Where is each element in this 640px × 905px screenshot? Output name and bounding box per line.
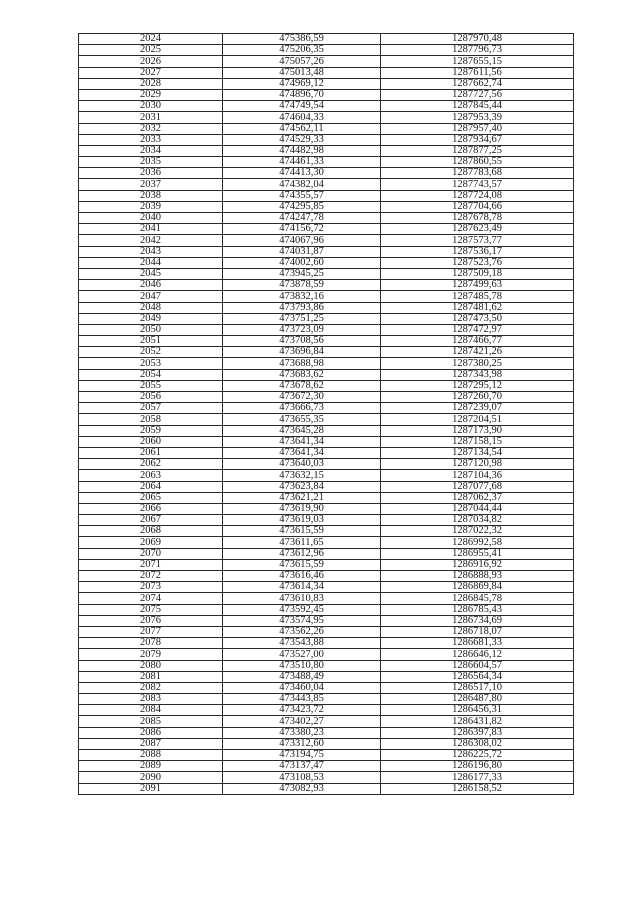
- x-coordinate-cell: 473688,98: [223, 358, 381, 369]
- y-coordinate-cell: 1287466,77: [381, 336, 574, 347]
- x-coordinate-cell: 474749,54: [223, 101, 381, 112]
- point-number-cell: 2086: [79, 727, 223, 738]
- x-coordinate-cell: 474461,33: [223, 157, 381, 168]
- point-number-cell: 2070: [79, 548, 223, 559]
- point-number-cell: 2048: [79, 302, 223, 313]
- x-coordinate-cell: 473612,96: [223, 548, 381, 559]
- x-coordinate-cell: 473562,26: [223, 626, 381, 637]
- x-coordinate-cell: 474896,70: [223, 89, 381, 100]
- point-number-cell: 2064: [79, 481, 223, 492]
- table-row: [79, 235, 574, 246]
- table-row: [79, 280, 574, 291]
- table-row: [79, 392, 574, 403]
- table-row: [79, 582, 574, 593]
- y-coordinate-cell: 1287743,57: [381, 179, 574, 190]
- table-row: [79, 380, 574, 391]
- y-coordinate-cell: 1287509,18: [381, 268, 574, 279]
- y-coordinate-cell: 1287727,56: [381, 89, 574, 100]
- table-row: [79, 459, 574, 470]
- table-row: [79, 772, 574, 783]
- table-row: [79, 134, 574, 145]
- point-number-cell: 2089: [79, 761, 223, 772]
- x-coordinate-cell: 473312,60: [223, 738, 381, 749]
- x-coordinate-cell: 474247,78: [223, 213, 381, 224]
- x-coordinate-cell: 475206,35: [223, 45, 381, 56]
- y-coordinate-cell: 1287044,44: [381, 503, 574, 514]
- point-number-cell: 2051: [79, 336, 223, 347]
- point-number-cell: 2069: [79, 537, 223, 548]
- x-coordinate-cell: 473878,59: [223, 280, 381, 291]
- point-number-cell: 2063: [79, 470, 223, 481]
- y-coordinate-cell: 1287655,15: [381, 56, 574, 67]
- table-row: [79, 492, 574, 503]
- x-coordinate-cell: 473615,59: [223, 526, 381, 537]
- coordinates-table: [78, 33, 574, 795]
- table-row: [79, 604, 574, 615]
- x-coordinate-cell: 473402,27: [223, 716, 381, 727]
- table-row: [79, 548, 574, 559]
- x-coordinate-cell: 473610,83: [223, 593, 381, 604]
- y-coordinate-cell: 1287796,73: [381, 45, 574, 56]
- table-row: [79, 313, 574, 324]
- table-row: [79, 414, 574, 425]
- table-row: [79, 559, 574, 570]
- y-coordinate-cell: 1287860,55: [381, 157, 574, 168]
- y-coordinate-cell: 1286604,57: [381, 660, 574, 671]
- x-coordinate-cell: 473645,28: [223, 425, 381, 436]
- point-number-cell: 2026: [79, 56, 223, 67]
- table-row: [79, 224, 574, 235]
- point-number-cell: 2056: [79, 392, 223, 403]
- y-coordinate-cell: 1287573,77: [381, 235, 574, 246]
- x-coordinate-cell: 475013,48: [223, 67, 381, 78]
- y-coordinate-cell: 1287485,78: [381, 291, 574, 302]
- table-row: [79, 481, 574, 492]
- table-row: [79, 201, 574, 212]
- table-row: [79, 268, 574, 279]
- point-number-cell: 2030: [79, 101, 223, 112]
- point-number-cell: 2025: [79, 45, 223, 56]
- y-coordinate-cell: 1286431,82: [381, 716, 574, 727]
- x-coordinate-cell: 473108,53: [223, 772, 381, 783]
- x-coordinate-cell: 474482,98: [223, 145, 381, 156]
- point-number-cell: 2043: [79, 246, 223, 257]
- table-row: [79, 571, 574, 582]
- x-coordinate-cell: 473723,09: [223, 324, 381, 335]
- y-coordinate-cell: 1286158,52: [381, 783, 574, 794]
- table-row: [79, 168, 574, 179]
- table-row: [79, 45, 574, 56]
- table-row: [79, 246, 574, 257]
- y-coordinate-cell: 1287158,15: [381, 436, 574, 447]
- x-coordinate-cell: 473641,34: [223, 447, 381, 458]
- point-number-cell: 2077: [79, 626, 223, 637]
- point-number-cell: 2057: [79, 403, 223, 414]
- x-coordinate-cell: 473543,88: [223, 638, 381, 649]
- x-coordinate-cell: 473460,04: [223, 682, 381, 693]
- y-coordinate-cell: 1286734,69: [381, 615, 574, 626]
- x-coordinate-cell: 473488,49: [223, 671, 381, 682]
- point-number-cell: 2074: [79, 593, 223, 604]
- point-number-cell: 2036: [79, 168, 223, 179]
- point-number-cell: 2081: [79, 671, 223, 682]
- point-number-cell: 2049: [79, 313, 223, 324]
- table-row: [79, 716, 574, 727]
- table-row: [79, 291, 574, 302]
- y-coordinate-cell: 1287877,25: [381, 145, 574, 156]
- table-row: [79, 503, 574, 514]
- table-row: [79, 660, 574, 671]
- table-row: [79, 649, 574, 660]
- table-row: [79, 470, 574, 481]
- point-number-cell: 2037: [79, 179, 223, 190]
- point-number-cell: 2082: [79, 682, 223, 693]
- point-number-cell: 2035: [79, 157, 223, 168]
- point-number-cell: 2071: [79, 559, 223, 570]
- y-coordinate-cell: 1287704,66: [381, 201, 574, 212]
- y-coordinate-cell: 1287536,17: [381, 246, 574, 257]
- y-coordinate-cell: 1287173,90: [381, 425, 574, 436]
- y-coordinate-cell: 1287120,98: [381, 459, 574, 470]
- y-coordinate-cell: 1287022,32: [381, 526, 574, 537]
- x-coordinate-cell: 473082,93: [223, 783, 381, 794]
- table-row: [79, 447, 574, 458]
- y-coordinate-cell: 1287343,98: [381, 369, 574, 380]
- y-coordinate-cell: 1286916,92: [381, 559, 574, 570]
- point-number-cell: 2065: [79, 492, 223, 503]
- table-row: [79, 537, 574, 548]
- table-row: [79, 358, 574, 369]
- x-coordinate-cell: 473574,95: [223, 615, 381, 626]
- point-number-cell: 2058: [79, 414, 223, 425]
- table-row: [79, 101, 574, 112]
- y-coordinate-cell: 1287421,26: [381, 347, 574, 358]
- y-coordinate-cell: 1286681,33: [381, 638, 574, 649]
- y-coordinate-cell: 1287953,39: [381, 112, 574, 123]
- y-coordinate-cell: 1287934,67: [381, 134, 574, 145]
- x-coordinate-cell: 473945,25: [223, 268, 381, 279]
- x-coordinate-cell: 473678,62: [223, 380, 381, 391]
- y-coordinate-cell: 1287204,51: [381, 414, 574, 425]
- y-coordinate-cell: 1286845,78: [381, 593, 574, 604]
- point-number-cell: 2042: [79, 235, 223, 246]
- y-coordinate-cell: 1286308,02: [381, 738, 574, 749]
- point-number-cell: 2027: [79, 67, 223, 78]
- point-number-cell: 2034: [79, 145, 223, 156]
- point-number-cell: 2080: [79, 660, 223, 671]
- table-row: [79, 112, 574, 123]
- y-coordinate-cell: 1286955,41: [381, 548, 574, 559]
- x-coordinate-cell: 473672,30: [223, 392, 381, 403]
- table-row: [79, 425, 574, 436]
- point-number-cell: 2083: [79, 694, 223, 705]
- point-number-cell: 2085: [79, 716, 223, 727]
- table-row: [79, 157, 574, 168]
- table-row: [79, 78, 574, 89]
- y-coordinate-cell: 1287473,50: [381, 313, 574, 324]
- y-coordinate-cell: 1287499,63: [381, 280, 574, 291]
- x-coordinate-cell: 474156,72: [223, 224, 381, 235]
- point-number-cell: 2047: [79, 291, 223, 302]
- x-coordinate-cell: 474529,33: [223, 134, 381, 145]
- x-coordinate-cell: 473621,21: [223, 492, 381, 503]
- table-row: [79, 336, 574, 347]
- point-number-cell: 2078: [79, 638, 223, 649]
- x-coordinate-cell: 473510,80: [223, 660, 381, 671]
- table-row: [79, 347, 574, 358]
- table-row: [79, 89, 574, 100]
- point-number-cell: 2088: [79, 750, 223, 761]
- x-coordinate-cell: 473380,23: [223, 727, 381, 738]
- table-row: [79, 526, 574, 537]
- x-coordinate-cell: 473832,16: [223, 291, 381, 302]
- y-coordinate-cell: 1287104,36: [381, 470, 574, 481]
- y-coordinate-cell: 1287062,37: [381, 492, 574, 503]
- y-coordinate-cell: 1287077,68: [381, 481, 574, 492]
- x-coordinate-cell: 473615,59: [223, 559, 381, 570]
- x-coordinate-cell: 473194,75: [223, 750, 381, 761]
- table-row: [79, 593, 574, 604]
- table-row: [79, 671, 574, 682]
- y-coordinate-cell: 1287845,44: [381, 101, 574, 112]
- y-coordinate-cell: 1286888,93: [381, 571, 574, 582]
- point-number-cell: 2054: [79, 369, 223, 380]
- table-row: [79, 626, 574, 637]
- point-number-cell: 2060: [79, 436, 223, 447]
- x-coordinate-cell: 474969,12: [223, 78, 381, 89]
- point-number-cell: 2075: [79, 604, 223, 615]
- point-number-cell: 2050: [79, 324, 223, 335]
- table-row: [79, 750, 574, 761]
- x-coordinate-cell: 473527,00: [223, 649, 381, 660]
- point-number-cell: 2040: [79, 213, 223, 224]
- y-coordinate-cell: 1287970,48: [381, 34, 574, 45]
- y-coordinate-cell: 1287724,08: [381, 190, 574, 201]
- table-row: [79, 302, 574, 313]
- table-row: [79, 705, 574, 716]
- x-coordinate-cell: 473614,34: [223, 582, 381, 593]
- y-coordinate-cell: 1287611,56: [381, 67, 574, 78]
- x-coordinate-cell: 475386,59: [223, 34, 381, 45]
- y-coordinate-cell: 1287678,78: [381, 213, 574, 224]
- y-coordinate-cell: 1287957,40: [381, 123, 574, 134]
- x-coordinate-cell: 473655,35: [223, 414, 381, 425]
- x-coordinate-cell: 473793,86: [223, 302, 381, 313]
- table-row: [79, 615, 574, 626]
- table-row: [79, 213, 574, 224]
- x-coordinate-cell: 473683,62: [223, 369, 381, 380]
- point-number-cell: 2033: [79, 134, 223, 145]
- x-coordinate-cell: 474031,87: [223, 246, 381, 257]
- table-row: [79, 257, 574, 268]
- x-coordinate-cell: 473443,85: [223, 694, 381, 705]
- table-row: [79, 783, 574, 794]
- point-number-cell: 2073: [79, 582, 223, 593]
- x-coordinate-cell: 473592,45: [223, 604, 381, 615]
- table-row: [79, 369, 574, 380]
- x-coordinate-cell: 473619,90: [223, 503, 381, 514]
- table-row: [79, 403, 574, 414]
- x-coordinate-cell: 475057,26: [223, 56, 381, 67]
- table-row: [79, 436, 574, 447]
- point-number-cell: 2045: [79, 268, 223, 279]
- y-coordinate-cell: 1286196,80: [381, 761, 574, 772]
- y-coordinate-cell: 1287239,07: [381, 403, 574, 414]
- table-row: [79, 34, 574, 45]
- x-coordinate-cell: 473616,46: [223, 571, 381, 582]
- point-number-cell: 2061: [79, 447, 223, 458]
- point-number-cell: 2066: [79, 503, 223, 514]
- y-coordinate-cell: 1286225,72: [381, 750, 574, 761]
- y-coordinate-cell: 1287662,74: [381, 78, 574, 89]
- y-coordinate-cell: 1287034,82: [381, 515, 574, 526]
- point-number-cell: 2044: [79, 257, 223, 268]
- x-coordinate-cell: 473632,15: [223, 470, 381, 481]
- y-coordinate-cell: 1286456,31: [381, 705, 574, 716]
- y-coordinate-cell: 1286646,12: [381, 649, 574, 660]
- y-coordinate-cell: 1287260,70: [381, 392, 574, 403]
- point-number-cell: 2024: [79, 34, 223, 45]
- y-coordinate-cell: 1286177,33: [381, 772, 574, 783]
- table-row: [79, 67, 574, 78]
- table-row: [79, 638, 574, 649]
- x-coordinate-cell: 473137,47: [223, 761, 381, 772]
- point-number-cell: 2046: [79, 280, 223, 291]
- x-coordinate-cell: 473611,65: [223, 537, 381, 548]
- point-number-cell: 2055: [79, 380, 223, 391]
- point-number-cell: 2059: [79, 425, 223, 436]
- x-coordinate-cell: 474562,11: [223, 123, 381, 134]
- y-coordinate-cell: 1286718,07: [381, 626, 574, 637]
- y-coordinate-cell: 1286992,58: [381, 537, 574, 548]
- y-coordinate-cell: 1286564,34: [381, 671, 574, 682]
- point-number-cell: 2041: [79, 224, 223, 235]
- y-coordinate-cell: 1287523,76: [381, 257, 574, 268]
- table-row: [79, 761, 574, 772]
- point-number-cell: 2053: [79, 358, 223, 369]
- point-number-cell: 2087: [79, 738, 223, 749]
- point-number-cell: 2068: [79, 526, 223, 537]
- x-coordinate-cell: 474382,04: [223, 179, 381, 190]
- point-number-cell: 2032: [79, 123, 223, 134]
- x-coordinate-cell: 474355,57: [223, 190, 381, 201]
- x-coordinate-cell: 473751,25: [223, 313, 381, 324]
- table-row: [79, 123, 574, 134]
- x-coordinate-cell: 473623,84: [223, 481, 381, 492]
- point-number-cell: 2072: [79, 571, 223, 582]
- y-coordinate-cell: 1287134,54: [381, 447, 574, 458]
- point-number-cell: 2084: [79, 705, 223, 716]
- x-coordinate-cell: 474067,96: [223, 235, 381, 246]
- table-row: [79, 738, 574, 749]
- table-row: [79, 682, 574, 693]
- y-coordinate-cell: 1287481,62: [381, 302, 574, 313]
- y-coordinate-cell: 1286869,84: [381, 582, 574, 593]
- x-coordinate-cell: 473423,72: [223, 705, 381, 716]
- x-coordinate-cell: 473708,56: [223, 336, 381, 347]
- y-coordinate-cell: 1287295,12: [381, 380, 574, 391]
- y-coordinate-cell: 1287783,68: [381, 168, 574, 179]
- table-row: [79, 145, 574, 156]
- y-coordinate-cell: 1287623,49: [381, 224, 574, 235]
- x-coordinate-cell: 473641,34: [223, 436, 381, 447]
- x-coordinate-cell: 474413,30: [223, 168, 381, 179]
- table-row: [79, 694, 574, 705]
- x-coordinate-cell: 474002,60: [223, 257, 381, 268]
- point-number-cell: 2091: [79, 783, 223, 794]
- x-coordinate-cell: 473619,03: [223, 515, 381, 526]
- y-coordinate-cell: 1287380,25: [381, 358, 574, 369]
- point-number-cell: 2039: [79, 201, 223, 212]
- table-row: [79, 727, 574, 738]
- coordinates-table-body: [79, 34, 574, 795]
- x-coordinate-cell: 473640,03: [223, 459, 381, 470]
- point-number-cell: 2062: [79, 459, 223, 470]
- table-row: [79, 179, 574, 190]
- point-number-cell: 2028: [79, 78, 223, 89]
- point-number-cell: 2067: [79, 515, 223, 526]
- table-row: [79, 324, 574, 335]
- point-number-cell: 2031: [79, 112, 223, 123]
- y-coordinate-cell: 1286517,10: [381, 682, 574, 693]
- y-coordinate-cell: 1286487,80: [381, 694, 574, 705]
- y-coordinate-cell: 1286785,43: [381, 604, 574, 615]
- point-number-cell: 2052: [79, 347, 223, 358]
- y-coordinate-cell: 1287472,97: [381, 324, 574, 335]
- point-number-cell: 2029: [79, 89, 223, 100]
- point-number-cell: 2038: [79, 190, 223, 201]
- x-coordinate-cell: 474604,33: [223, 112, 381, 123]
- x-coordinate-cell: 473666,73: [223, 403, 381, 414]
- table-row: [79, 56, 574, 67]
- table-row: [79, 190, 574, 201]
- point-number-cell: 2076: [79, 615, 223, 626]
- point-number-cell: 2090: [79, 772, 223, 783]
- y-coordinate-cell: 1286397,83: [381, 727, 574, 738]
- x-coordinate-cell: 474295,85: [223, 201, 381, 212]
- x-coordinate-cell: 473696,84: [223, 347, 381, 358]
- point-number-cell: 2079: [79, 649, 223, 660]
- table-row: [79, 515, 574, 526]
